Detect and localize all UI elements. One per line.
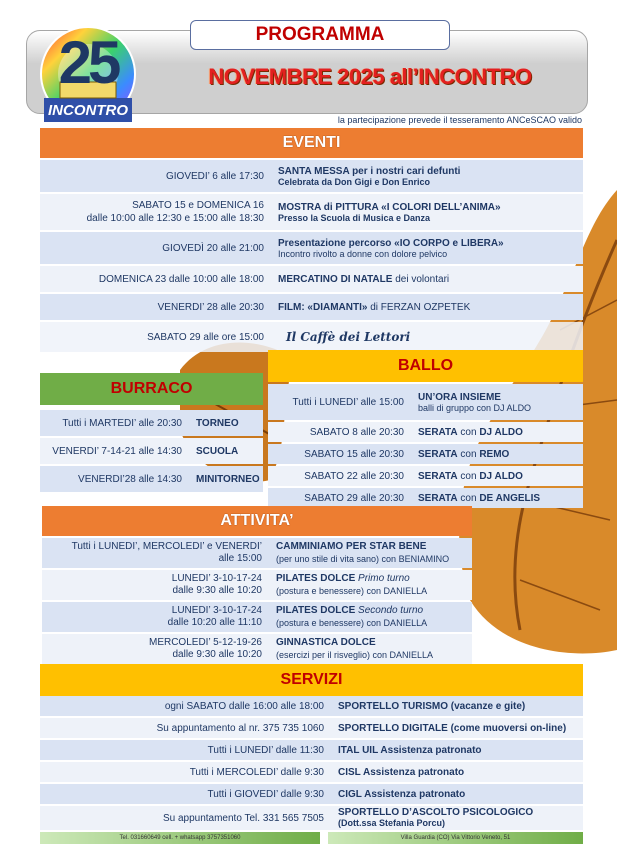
programma-label: PROGRAMMA bbox=[190, 20, 450, 50]
page-title: NOVEMBRE 2025 all’INCONTRO bbox=[208, 64, 532, 89]
event-what bbox=[272, 302, 470, 313]
servizi-what bbox=[332, 807, 533, 829]
ballo-title: SERATA bbox=[418, 426, 458, 438]
ballo-row bbox=[268, 488, 583, 508]
ballo-title: UN’ORA INSIEME bbox=[418, 391, 501, 403]
ballo-title: SERATA bbox=[418, 448, 458, 460]
burraco-heading: BURRACO bbox=[40, 373, 263, 405]
attivita-when-line1: Tutti i LUNEDI’, MERCOLEDI’ e VENERDI’ bbox=[71, 541, 262, 552]
ballo-sub: balli di gruppo con DJ ALDO bbox=[418, 402, 532, 413]
event-what bbox=[272, 202, 501, 223]
event-sub: Presso la Scuola di Musica e Danza bbox=[278, 212, 431, 223]
eventi-row bbox=[40, 322, 583, 352]
ballo-title: SERATA bbox=[418, 492, 458, 504]
ballo-what bbox=[412, 471, 523, 482]
attivita-what bbox=[270, 541, 449, 565]
event-title-suffix: di FERZAN OZPETEK bbox=[367, 301, 471, 313]
ballo-what bbox=[412, 449, 509, 460]
attivita-turno: Secondo turno bbox=[358, 605, 424, 616]
attivita-title: GINNASTICA DOLCE bbox=[276, 637, 376, 648]
attivita-when bbox=[42, 541, 270, 565]
event-when bbox=[40, 199, 272, 225]
ballo-con: con bbox=[457, 448, 480, 460]
event-title: Presentazione percorso «IO CORPO e LIBERA» bbox=[278, 237, 504, 249]
attivita-title: CAMMINIAMO PER STAR BENE bbox=[276, 541, 427, 552]
burraco-when: VENERDI’ 7-14-21 alle 14:30 bbox=[52, 445, 182, 457]
burraco-what: TORNEO bbox=[196, 417, 239, 429]
attivita-when bbox=[42, 637, 270, 661]
attivita-heading: ATTIVITA’ bbox=[42, 506, 472, 536]
burraco-row bbox=[40, 466, 263, 492]
ballo-what bbox=[412, 427, 523, 438]
attivita-row bbox=[42, 538, 472, 568]
attivita-row bbox=[42, 570, 472, 600]
servizi-when: Tutti i LUNEDI’ dalle 11:30 bbox=[207, 744, 324, 756]
ballo-dj: DJ ALDO bbox=[479, 470, 523, 482]
event-sub: Incontro rivolto a donne con dolore pelvico bbox=[278, 248, 448, 259]
servizi-sub: (Dott.ssa Stefania Porcu) bbox=[338, 818, 446, 828]
burraco-when: Tutti i MARTEDI’ alle 20:30 bbox=[62, 417, 182, 429]
servizi-when: Su appuntamento Tel. 331 565 7505 bbox=[162, 812, 324, 824]
event-when-line2: dalle 10:00 alle 12:30 e 15:00 alle 18:30 bbox=[86, 213, 264, 224]
event-what bbox=[272, 238, 504, 259]
event-when: VENERDI’ 28 alle 20:30 bbox=[157, 301, 264, 313]
logo-number: 25 bbox=[58, 29, 118, 96]
event-sub: Celebrata da Don Gigi e Don Enrico bbox=[278, 176, 431, 187]
incontro-25-logo bbox=[40, 22, 136, 126]
caffe-lettori-title: Il Caffè dei Lettori bbox=[286, 330, 411, 344]
burraco-what: SCUOLA bbox=[196, 445, 239, 457]
servizi-title: SPORTELLO D’ASCOLTO PSICOLOGICO bbox=[338, 807, 534, 818]
servizi-row bbox=[40, 696, 583, 716]
ballo-con: con bbox=[457, 426, 480, 438]
burraco-row bbox=[40, 410, 263, 436]
event-when: SABATO 29 alle ore 15:00 bbox=[147, 331, 264, 343]
event-what bbox=[272, 330, 410, 344]
attivita-what bbox=[270, 605, 427, 629]
attivita-title: PILATES DOLCE bbox=[276, 605, 359, 616]
event-title-suffix: dei volontari bbox=[392, 273, 450, 285]
attivita-when-line1: LUNEDI’ 3-10-17-24 bbox=[171, 605, 262, 616]
eventi-row bbox=[40, 160, 583, 192]
servizi-what: CIGL Assistenza patronato bbox=[338, 788, 466, 800]
ballo-dj: DJ ALDO bbox=[479, 426, 523, 438]
footer-contacts: Tel. 031660649 cell. + whatsapp 3757351060 bbox=[40, 832, 320, 844]
footer-address: Villa Guardia (CO) Via Vittorio Veneto, 51 bbox=[328, 832, 583, 844]
servizi-when: ogni SABATO dalle 16:00 alle 18:00 bbox=[164, 700, 324, 712]
attivita-when-line1: LUNEDI’ 3-10-17-24 bbox=[171, 573, 262, 584]
servizi-row bbox=[40, 762, 583, 782]
ballo-when: Tutti i LUNEDI’ alle 15:00 bbox=[292, 396, 404, 408]
eventi-heading: EVENTI bbox=[40, 128, 583, 158]
event-when: DOMENICA 23 dalle 10:00 alle 18:00 bbox=[98, 273, 264, 285]
event-title: FILM: «DIAMANTI» bbox=[278, 301, 368, 313]
burraco-what: MINITORNEO bbox=[196, 473, 260, 485]
ballo-when: SABATO 15 alle 20:30 bbox=[304, 448, 404, 460]
ballo-dj: REMO bbox=[479, 448, 510, 460]
ballo-heading: BALLO bbox=[268, 350, 583, 382]
attivita-sub: (esercizi per il risveglio) con DANIELLA bbox=[276, 650, 434, 660]
attivita-turno: Primo turno bbox=[358, 573, 410, 584]
servizi-what: ITAL UIL Assistenza patronato bbox=[338, 744, 482, 756]
eventi-row bbox=[40, 194, 583, 230]
event-title: SANTA MESSA per i nostri cari defunti bbox=[278, 165, 461, 177]
ballo-what bbox=[412, 392, 531, 413]
attivita-title: PILATES DOLCE bbox=[276, 573, 359, 584]
servizi-row bbox=[40, 784, 583, 804]
ballo-row bbox=[268, 384, 583, 420]
logo-word: INCONTRO bbox=[48, 102, 128, 119]
attivita-when-line2: dalle 9:30 alle 10:20 bbox=[172, 585, 262, 596]
attivita-when-line2: dalle 9:30 alle 10:20 bbox=[172, 649, 262, 660]
ballo-when: SABATO 8 alle 20:30 bbox=[309, 426, 404, 438]
attivita-sub: (postura e benessere) con DANIELLA bbox=[276, 586, 428, 596]
ballo-row bbox=[268, 444, 583, 464]
servizi-when: Su appuntamento al nr. 375 735 1060 bbox=[156, 722, 324, 734]
attivita-when bbox=[42, 605, 270, 629]
ballo-row bbox=[268, 422, 583, 442]
attivita-what bbox=[270, 637, 433, 661]
servizi-what: CISL Assistenza patronato bbox=[338, 766, 465, 778]
ballo-con: con bbox=[457, 470, 480, 482]
ballo-row bbox=[268, 466, 583, 486]
event-title: MOSTRA di PITTURA «I COLORI DELL’ANIMA» bbox=[278, 201, 501, 213]
eventi-row bbox=[40, 266, 583, 292]
attivita-row bbox=[42, 634, 472, 664]
attivita-row bbox=[42, 602, 472, 632]
ballo-when: SABATO 29 alle 20:30 bbox=[304, 492, 404, 504]
attivita-sub: (postura e benessere) con DANIELLA bbox=[276, 618, 428, 628]
event-what bbox=[272, 274, 449, 285]
burraco-row bbox=[40, 438, 263, 464]
servizi-row bbox=[40, 806, 583, 830]
servizi-what: SPORTELLO TURISMO (vacanze e gite) bbox=[338, 700, 526, 712]
event-what bbox=[272, 166, 460, 187]
servizi-what: SPORTELLO DIGITALE (come muoversi on-line) bbox=[338, 722, 567, 734]
ballo-title: SERATA bbox=[418, 470, 458, 482]
attivita-when-line2: dalle 10:20 alle 11:10 bbox=[167, 617, 262, 628]
attivita-when-line1: MERCOLEDI’ 5-12-19-26 bbox=[148, 637, 262, 648]
servizi-when: Tutti i GIOVEDI’ dalle 9:30 bbox=[207, 788, 324, 800]
event-title: MERCATINO DI NATALE bbox=[278, 273, 393, 285]
attivita-sub: (per uno stile di vita sano) con BENIAMINO bbox=[276, 554, 450, 564]
burraco-when: VENERDI’28 alle 14:30 bbox=[78, 473, 182, 485]
ballo-dj: DE ANGELIS bbox=[479, 492, 541, 504]
servizi-heading: SERVIZI bbox=[40, 664, 583, 696]
eventi-row bbox=[40, 232, 583, 264]
attivita-when bbox=[42, 573, 270, 597]
attivita-what bbox=[270, 573, 427, 597]
event-when: GIOVEDI’ 6 alle 17:30 bbox=[165, 170, 264, 182]
ballo-con: con bbox=[457, 492, 480, 504]
eventi-row bbox=[40, 294, 583, 320]
servizi-when: Tutti i MERCOLEDI’ dalle 9:30 bbox=[189, 766, 324, 778]
membership-note: la partecipazione prevede il tesseramento ANCeSCAO valido bbox=[337, 115, 582, 125]
event-when: GIOVEDÌ 20 alle 21:00 bbox=[162, 242, 264, 254]
servizi-row bbox=[40, 718, 583, 738]
attivita-when-line2: alle 15:00 bbox=[218, 553, 262, 564]
ballo-what bbox=[412, 493, 540, 504]
ballo-when: SABATO 22 alle 20:30 bbox=[304, 470, 404, 482]
event-when-line1: SABATO 15 e DOMENICA 16 bbox=[132, 200, 264, 211]
servizi-row bbox=[40, 740, 583, 760]
